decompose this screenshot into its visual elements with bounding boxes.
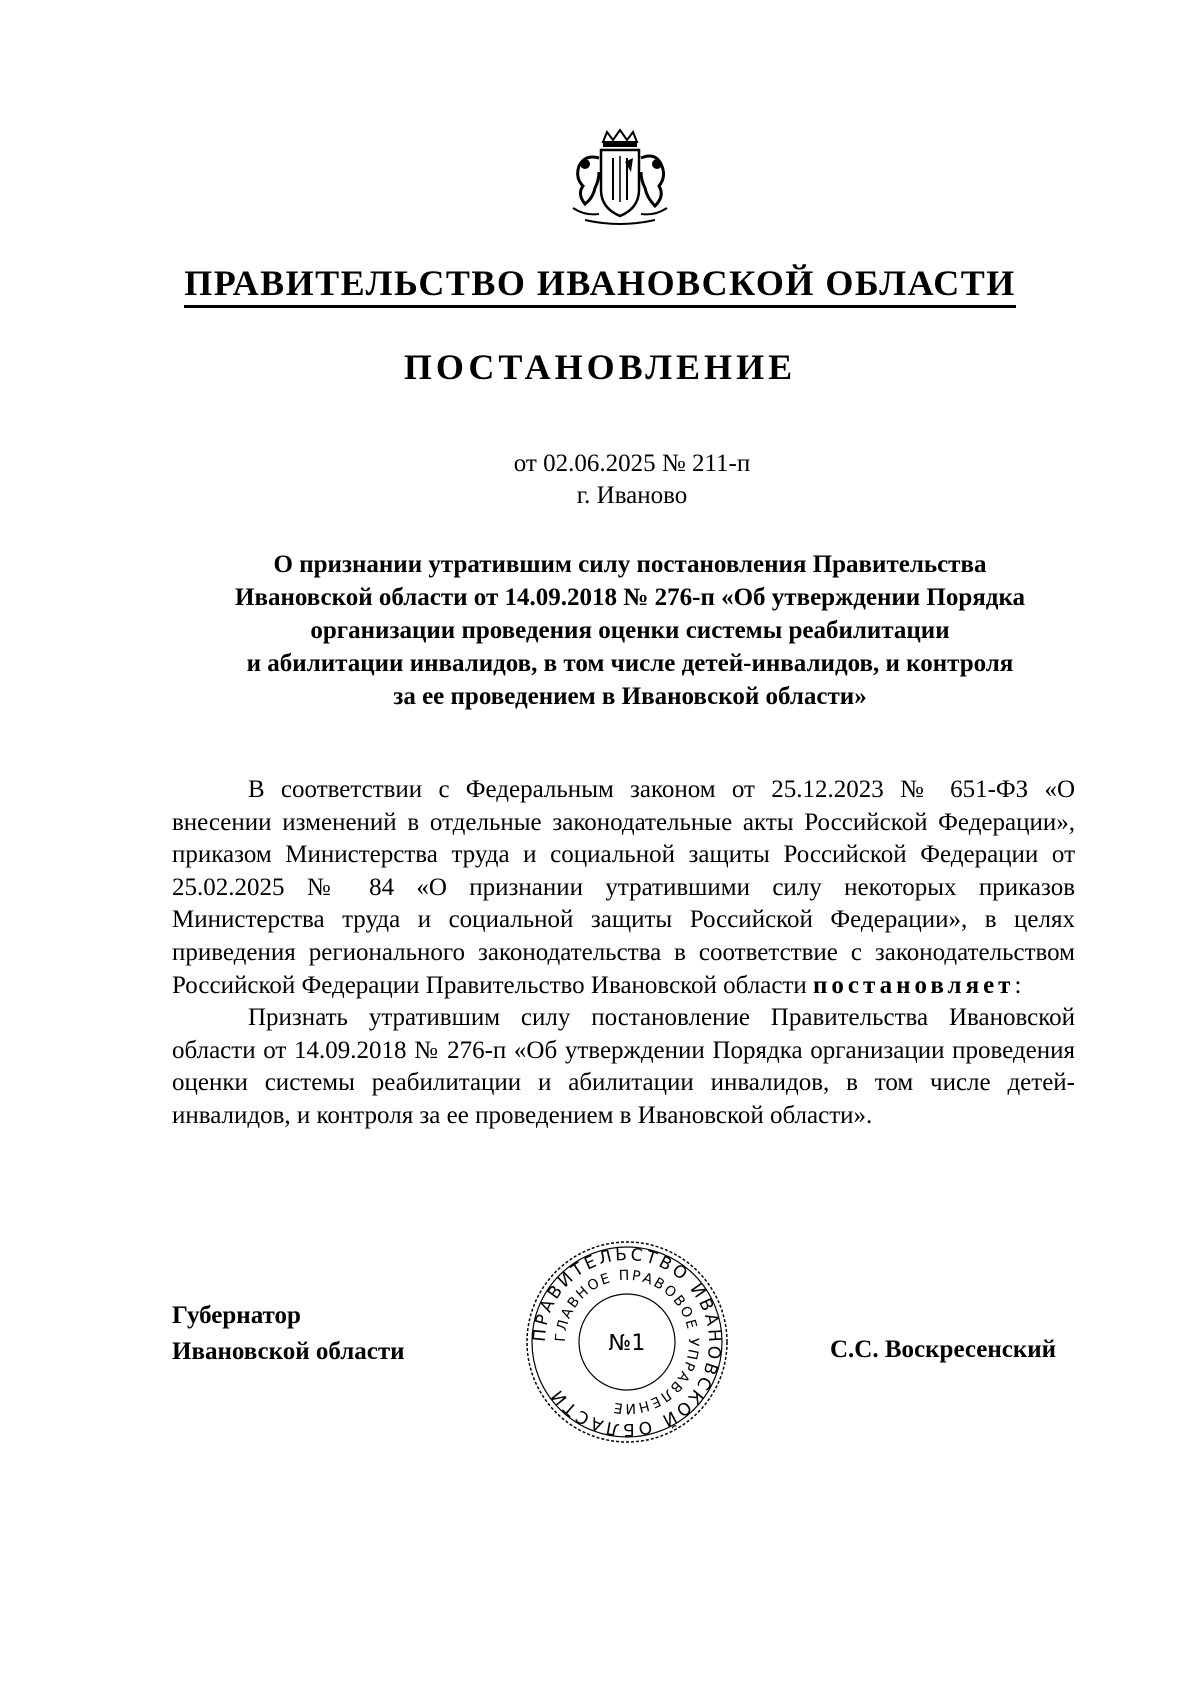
subject-line: организации проведения оценки системы реабилитации	[310, 617, 950, 644]
document-date-number: от 02.06.2025 № 211-п	[513, 450, 751, 477]
stamp-inner-text: ГЛАВНОЕ ПРАВОВОЕ УПРАВЛЕНИЕ	[552, 1267, 702, 1417]
organization-title: ПРАВИТЕЛЬСТВО ИВАНОВСКОЙ ОБЛАСТИ	[0, 262, 1200, 304]
decree-colon: :	[1014, 971, 1022, 999]
position-line: Ивановской области	[172, 1338, 405, 1365]
preamble-text: В соответствии с Федеральным законом от 25.12.2023 № 651-ФЗ «О внесении изменений в отдельные законодательные акты Российской Федерации», приказом Министерства труда и социальной защиты Российской Федерации от 25.02.2025 № 84 «О признании утратившими силу некоторых приказов Министерства труда и социальной защиты Российской Федерации», в целях приведения регионального законодательства в соответствие с законодательством Российской Федерации Правительство Ивановской области	[172, 776, 1075, 999]
resolution-paragraph: Признать утратившим силу постановление Правительства Ивановской области от 14.09.2018 № 276-п «Об утверждении Порядка организации проведения оценки системы реабилитации и абилитации инвалидов, в том числе детей-инвалидов, и контроля за ее проведением в Ивановской области».	[172, 1004, 1075, 1129]
subject-line: и абилитации инвалидов, в том числе детей-инвалидов, и контроля	[246, 650, 1014, 677]
coat-of-arms-icon	[555, 128, 685, 228]
subject-line: Ивановской области от 14.09.2018 № 276-п «Об утверждении Порядка	[235, 584, 1025, 611]
signatory-name: С.С. Воскресенский	[830, 1336, 1057, 1363]
preamble-paragraph	[172, 774, 1075, 1002]
stamp-outer-text: ПРАВИТЕЛЬСТВО ИВАНОВСКОЙ ОБЛАСТИ	[529, 1244, 725, 1440]
document-body	[172, 774, 1075, 1133]
document-subject	[170, 548, 1090, 713]
subject-line: О признании утратившим силу постановления Правительства	[273, 551, 987, 578]
decree-word: постановляет	[813, 971, 1015, 999]
official-stamp-icon	[523, 1238, 731, 1446]
document-type-heading: ПОСТАНОВЛЕНИЕ	[403, 347, 797, 387]
subject-line: за ее проведением в Ивановской области»	[393, 683, 867, 710]
document-city: г. Иваново	[576, 482, 688, 509]
signatory-position	[172, 1298, 405, 1370]
stamp-number: №1	[608, 1331, 646, 1356]
position-line: Губернатор	[172, 1302, 301, 1329]
